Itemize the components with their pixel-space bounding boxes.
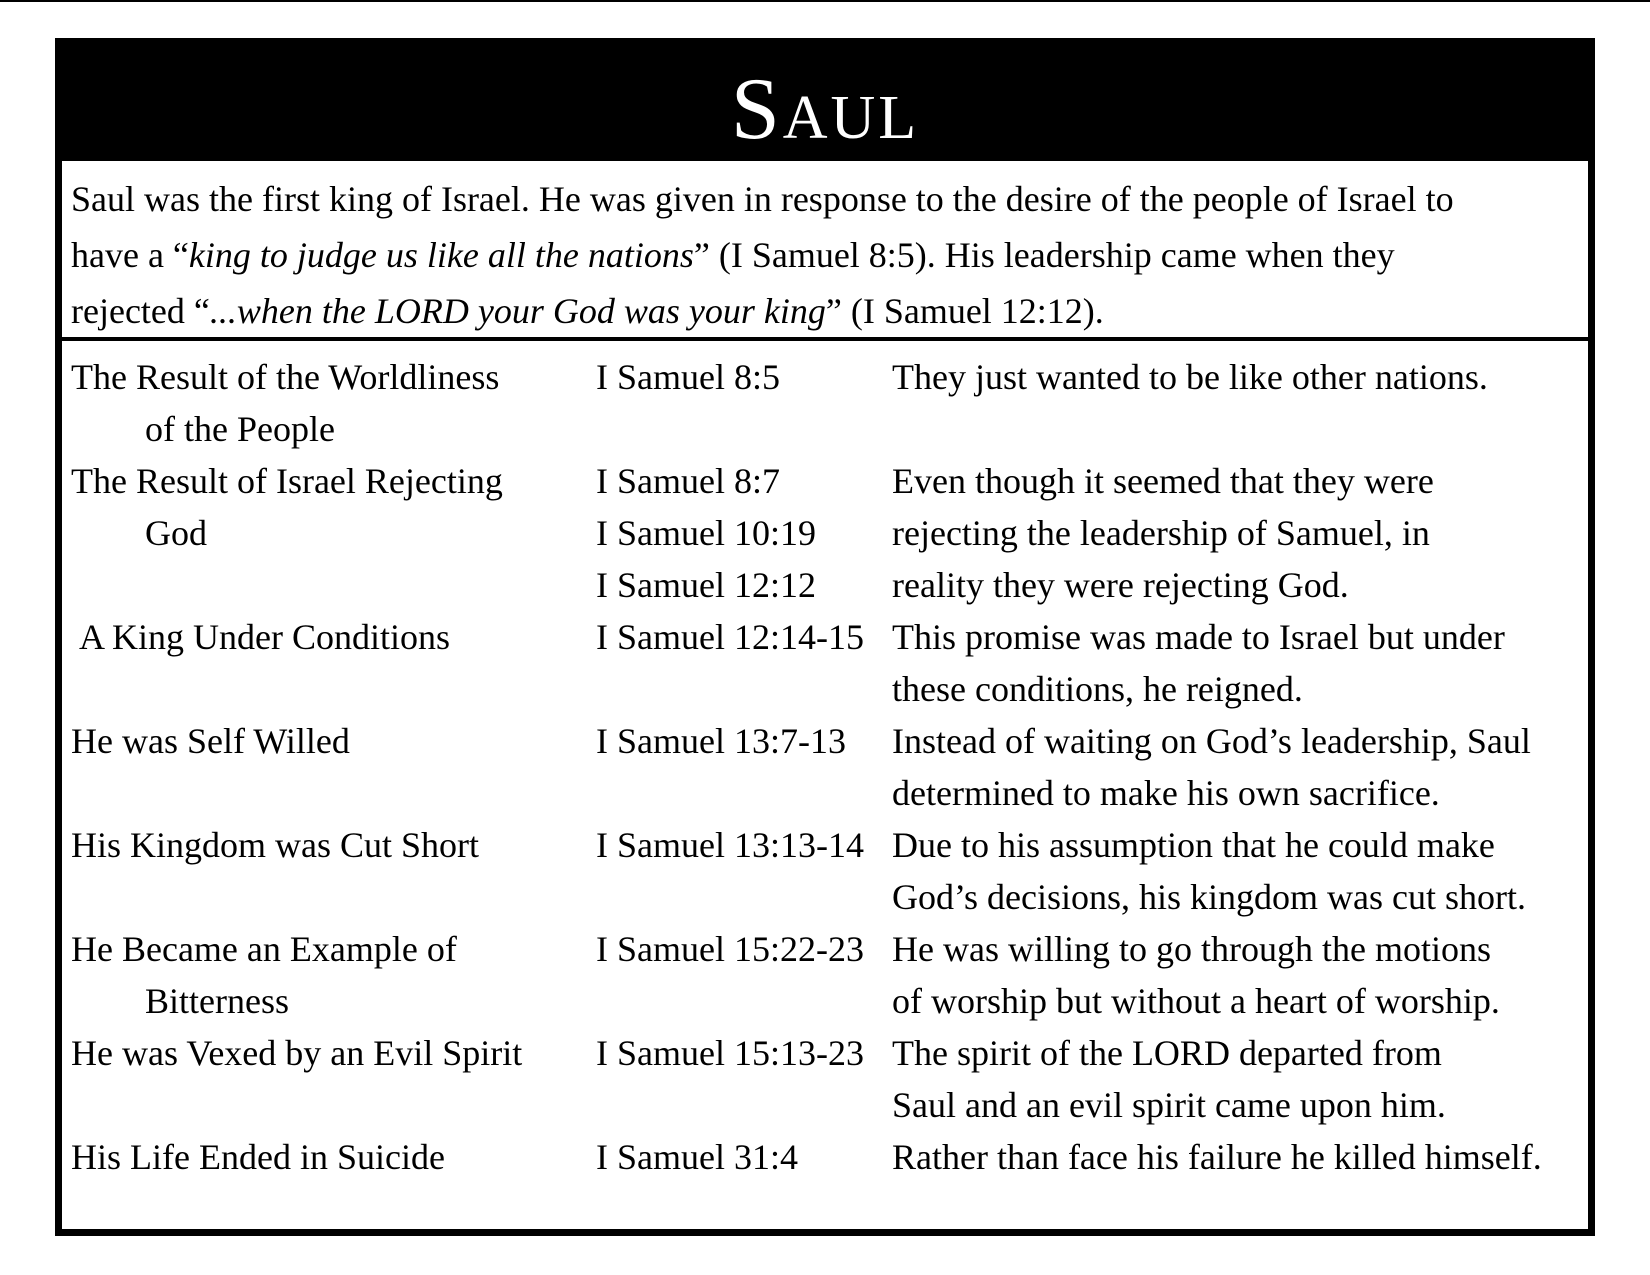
- description-line: The spirit of the LORD departed from: [892, 1033, 1442, 1073]
- description-line: Instead of waiting on God’s leadership, Saul: [892, 721, 1531, 761]
- intro-quote-1: king to judge us like all the nations: [188, 235, 694, 275]
- intro-line-2-post: ” (I Samuel 8:5). His leadership came when they: [693, 235, 1395, 275]
- description-line: He was willing to go through the motions: [892, 929, 1491, 969]
- description-line: these conditions, he reigned.: [892, 669, 1303, 709]
- description-line: Saul and an evil spirit came upon him.: [892, 1085, 1446, 1125]
- description-line: rejecting the leadership of Samuel, in: [892, 513, 1430, 553]
- reference-line: I Samuel 31:4: [596, 1137, 798, 1177]
- description-line: They just wanted to be like other nations.: [892, 357, 1488, 397]
- reference-cell: [596, 611, 892, 715]
- description-cell: [892, 611, 1582, 715]
- reference-cell: [596, 351, 892, 455]
- reference-cell: [596, 715, 892, 819]
- topic-line: His Kingdom was Cut Short: [71, 825, 480, 865]
- topic-line: He Became an Example of: [71, 929, 457, 969]
- reference-line: I Samuel 15:13-23: [596, 1033, 864, 1073]
- table-row: [71, 1131, 1591, 1183]
- saul-card: [55, 38, 1595, 1236]
- topic-line: of the People: [145, 409, 335, 449]
- description-cell: [892, 923, 1582, 1027]
- table-row: [71, 351, 1591, 455]
- intro-line-2: [71, 227, 1580, 283]
- description-line: God’s decisions, his kingdom was cut short.: [892, 877, 1526, 917]
- description-cell: [892, 1131, 1582, 1183]
- description-line: This promise was made to Israel but under: [892, 617, 1505, 657]
- intro-line-3-post: ” (I Samuel 12:12).: [825, 291, 1104, 331]
- description-cell: [892, 819, 1582, 923]
- topic-cell: [71, 351, 596, 455]
- intro-paragraph: [62, 161, 1588, 341]
- intro-quote-2: ...when the LORD your God was your king: [209, 291, 826, 331]
- topic-line: He was Vexed by an Evil Spirit: [71, 1033, 523, 1073]
- description-line: Even though it seemed that they were: [892, 461, 1434, 501]
- reference-cell: [596, 819, 892, 923]
- topic-line: The Result of the Worldliness: [71, 357, 500, 397]
- reference-line: I Samuel 8:7: [596, 461, 780, 501]
- description-line: Rather than face his failure he killed himself.: [892, 1137, 1542, 1177]
- reference-line: I Samuel 10:19: [596, 513, 816, 553]
- table-row: [71, 923, 1591, 1027]
- description-cell: [892, 715, 1582, 819]
- intro-line-3: [71, 283, 1580, 339]
- topic-cell: [71, 923, 596, 1027]
- topic-cell: [71, 455, 596, 611]
- reference-cell: [596, 455, 892, 611]
- reference-line: I Samuel 13:7-13: [596, 721, 846, 761]
- description-line: reality they were rejecting God.: [892, 565, 1349, 605]
- description-cell: [892, 1027, 1582, 1131]
- reference-line: I Samuel 15:22-23: [596, 929, 864, 969]
- table-row: [71, 819, 1591, 923]
- table-row: [71, 611, 1591, 715]
- description-line: of worship but without a heart of worship.: [892, 981, 1500, 1021]
- description-line: determined to make his own sacrifice.: [892, 773, 1440, 813]
- table-row: [71, 715, 1591, 819]
- topic-cell: [71, 611, 596, 715]
- description-line: Due to his assumption that he could make: [892, 825, 1495, 865]
- table-row: [71, 1027, 1591, 1131]
- intro-line-2-pre: have a “: [71, 235, 189, 275]
- page-title: Saul: [730, 61, 920, 158]
- topic-cell: [71, 1131, 596, 1183]
- table-row: [71, 455, 1591, 611]
- title-bar: [62, 45, 1588, 161]
- top-rule: [0, 0, 1650, 2]
- reference-cell: [596, 1027, 892, 1131]
- intro-line-1: Saul was the first king of Israel. He was given in response to the desire of the people of Israel to: [71, 179, 1454, 219]
- topic-line: Bitterness: [145, 981, 289, 1021]
- description-cell: [892, 455, 1582, 611]
- intro-line-3-pre: rejected “: [71, 291, 210, 331]
- topic-cell: [71, 1027, 596, 1131]
- reference-line: I Samuel 8:5: [596, 357, 780, 397]
- topic-cell: [71, 715, 596, 819]
- reference-cell: [596, 923, 892, 1027]
- reference-line: I Samuel 12:12: [596, 565, 816, 605]
- topic-line: God: [145, 513, 207, 553]
- reference-cell: [596, 1131, 892, 1183]
- topic-line: His Life Ended in Suicide: [71, 1137, 445, 1177]
- topic-line: He was Self Willed: [71, 721, 350, 761]
- topic-cell: [71, 819, 596, 923]
- description-cell: [892, 351, 1582, 455]
- topics-table: [71, 351, 1591, 1183]
- reference-line: I Samuel 12:14-15: [596, 617, 864, 657]
- topic-line: A King Under Conditions: [79, 617, 451, 657]
- topic-line: The Result of Israel Rejecting: [71, 461, 503, 501]
- reference-line: I Samuel 13:13-14: [596, 825, 864, 865]
